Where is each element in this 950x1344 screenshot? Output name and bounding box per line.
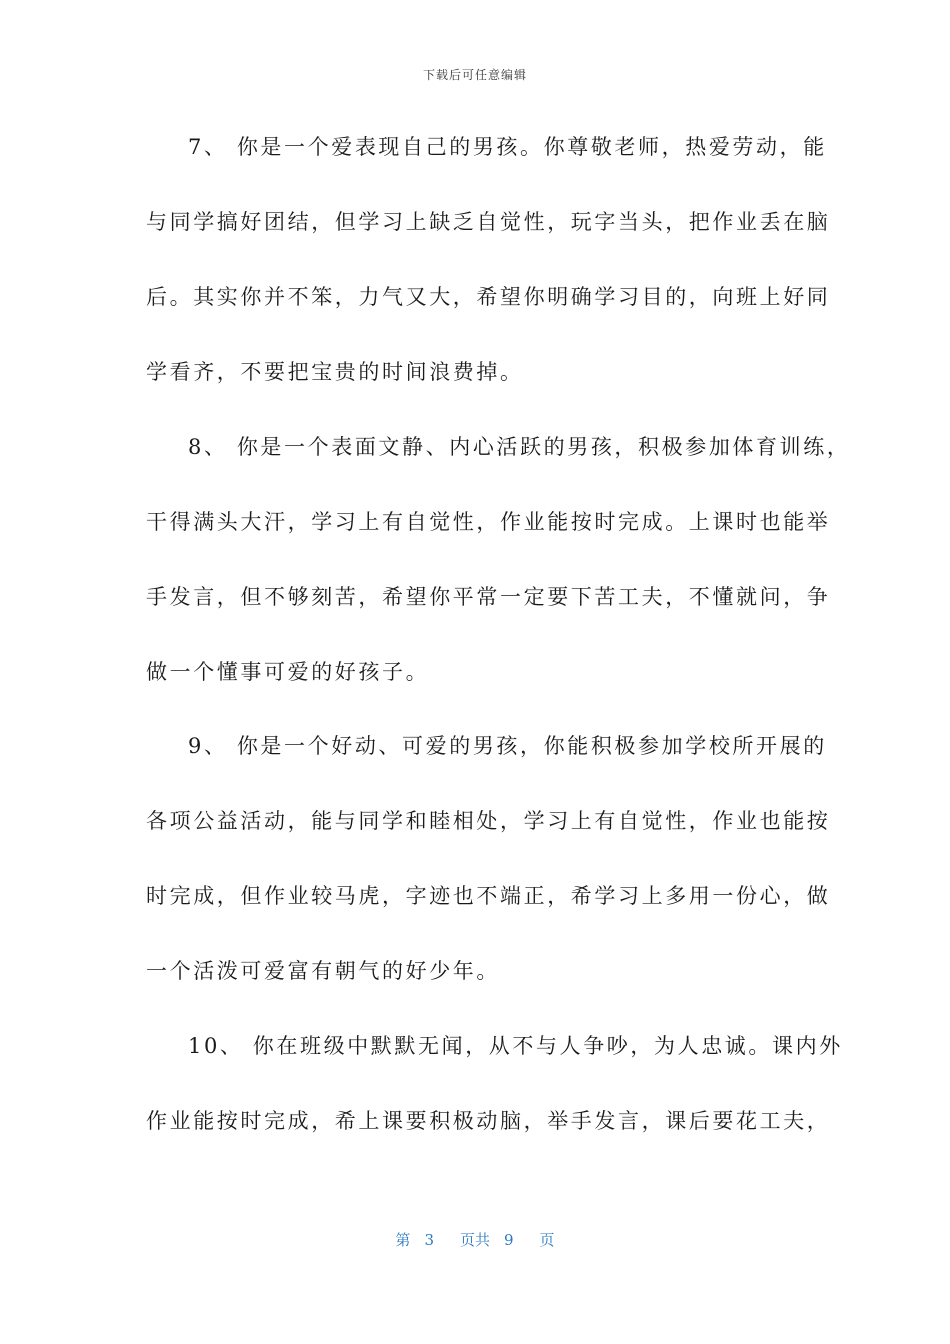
paragraph-8-line-1: 8、 你是一个表面文静、内心活跃的男孩，积极参加体育训练，	[188, 435, 851, 459]
paragraph-8-line-4: 做一个懂事可爱的好孩子。	[146, 660, 430, 684]
paragraph-7-line-3: 后。其实你并不笨，力气又大，希望你明确学习目的，向班上好同	[146, 285, 831, 309]
paragraph-8-line-3: 手发言，但不够刻苦，希望你平常一定要下苦工夫，不懂就问，争	[146, 585, 831, 609]
paragraph-9-line-1: 9、 你是一个好动、可爱的男孩，你能积极参加学校所开展的	[188, 734, 827, 758]
paragraph-10-line-2: 作业能按时完成，希上课要积极动脑，举手发言，课后要花工夫，	[146, 1109, 831, 1133]
footer-di: 第	[395, 1231, 411, 1249]
paragraph-7-line-1: 7、 你是一个爱表现自己的男孩。你尊敬老师，热爱劳动，能	[188, 135, 827, 159]
footer-ye-gong: 页共	[459, 1231, 490, 1249]
paragraph-10-line-1: 10、 你在班级中默默无闻，从不与人争吵，为人忠诚。课内外	[188, 1034, 843, 1058]
page-footer	[0, 1229, 950, 1250]
paragraph-7-line-2: 与同学搞好团结，但学习上缺乏自觉性，玩字当头，把作业丢在脑	[146, 210, 831, 234]
paragraph-7-line-4: 学看齐，不要把宝贵的时间浪费掉。	[146, 360, 524, 384]
paragraph-9-line-3: 时完成，但作业较马虎，字迹也不端正，希学习上多用一份心，做	[146, 884, 831, 908]
header-note: 下载后可任意编辑	[422, 68, 527, 82]
paragraph-9-line-2: 各项公益活动，能与同学和睦相处，学习上有自觉性，作业也能按	[146, 809, 831, 833]
paragraph-9-line-4: 一个活泼可爱富有朝气的好少年。	[146, 959, 500, 983]
footer-total-pages: 9	[504, 1231, 514, 1249]
footer-current-page: 3	[424, 1231, 434, 1249]
paragraph-8-line-2: 干得满头大汗，学习上有自觉性，作业能按时完成。上课时也能举	[146, 510, 831, 534]
footer-ye: 页	[539, 1231, 555, 1249]
